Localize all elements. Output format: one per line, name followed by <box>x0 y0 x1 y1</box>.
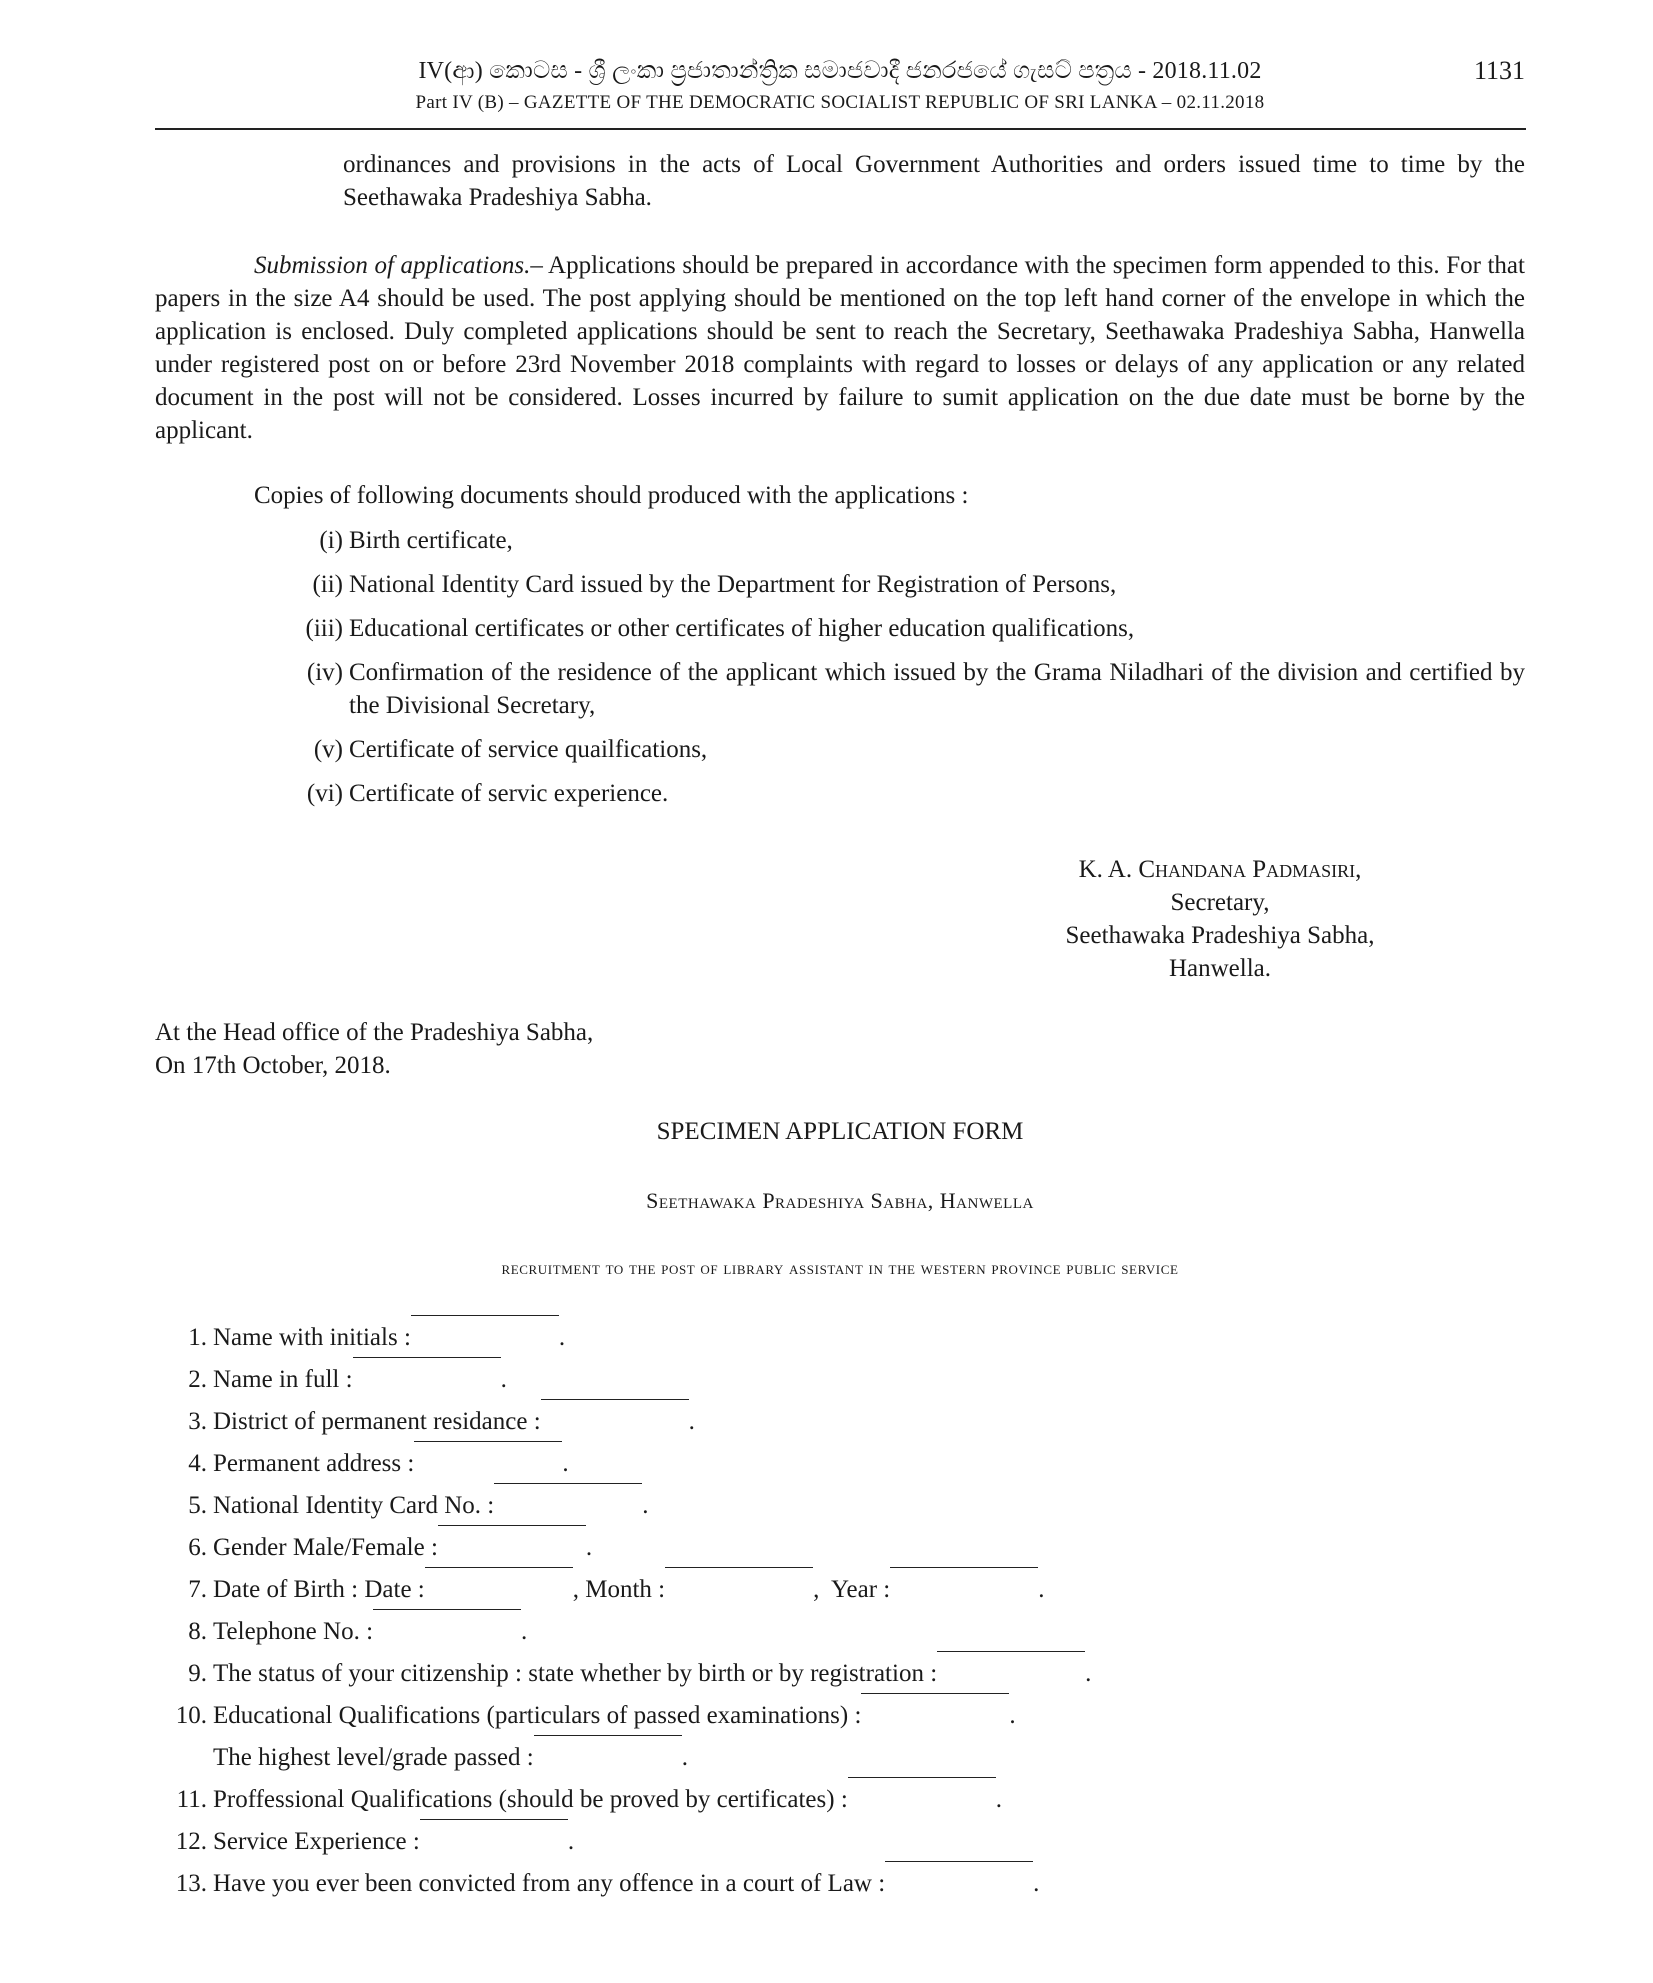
form-subtitle: Seethawaka Pradeshiya Sabha, Hanwella <box>646 1188 1034 1213</box>
field-number: 10. <box>175 1702 207 1729</box>
form-field <box>155 1653 1091 1695</box>
field-terminator: . <box>585 1534 593 1561</box>
field-terminator: . <box>995 1786 1003 1813</box>
field-label: Name in full : <box>213 1366 353 1393</box>
field-label: National Identity Card No. : <box>213 1492 495 1519</box>
field-terminator: . <box>567 1828 575 1855</box>
document-number: (v) <box>313 736 343 763</box>
form-subtitle-recruitment: recruitment to the post of library assistant in the western province public service <box>501 1258 1179 1278</box>
form-field <box>155 1695 1091 1737</box>
field-label: Telephone No. : <box>213 1618 374 1645</box>
field-blank-line <box>425 1567 573 1568</box>
field-terminator: . <box>1009 1702 1016 1729</box>
field-number <box>155 1737 213 1779</box>
field-number: 8. <box>188 1618 207 1645</box>
field-label-month: , Month : <box>572 1576 666 1603</box>
form-title: SPECIMEN APPLICATION FORM <box>656 1118 1024 1145</box>
submission-heading: Submission of applications.– <box>254 252 543 279</box>
form-field <box>155 1779 1091 1821</box>
field-blank-line <box>494 1483 642 1484</box>
submission-text: Applications should be prepared in accordance with the specimen form appended to this. For that papers in the size A4 should be used. The post applying should be mentioned on the top left hand corner of the envelope in which the application is enclosed. Duly completed applications should be sent to reach the Secretary, Seethawaka Pradeshiya Sabha, Hanwella under registered post on or before 23rd November 2018 complaints with regard to losses or delays of any application or any related document in the post will not be considered. Losses incurred by failure to sumit application on the due date must be borne by the applicant. <box>155 252 1525 444</box>
field-number: 4. <box>188 1450 207 1477</box>
field-blank-line <box>411 1315 559 1316</box>
field-number: 7. <box>188 1576 207 1603</box>
application-form <box>155 1317 1091 1905</box>
field-label: District of permanent residance : <box>213 1408 541 1435</box>
document-number: (vi) <box>306 780 343 807</box>
signatory-place: Hanwella. <box>1168 955 1272 982</box>
document-number: (iv) <box>306 659 343 686</box>
place-line: At the Head office of the Pradeshiya Sabha, <box>155 1019 594 1046</box>
field-terminator: . <box>1038 1576 1045 1603</box>
date-line: On 17th October, 2018. <box>155 1052 391 1079</box>
document-number: (ii) <box>312 571 343 598</box>
signature-block <box>1010 853 1430 985</box>
documents-intro: Copies of following documents should produced with the applications : <box>254 482 969 509</box>
signatory-name: K. A. Chandana Padmasiri, <box>1078 856 1362 883</box>
form-field <box>155 1485 1091 1527</box>
documents-list <box>265 524 1525 821</box>
field-blank-line <box>848 1777 996 1778</box>
continuation-paragraph: ordinances and provisions in the acts of Local Government Authorities and orders issued time to time by the Seethawaka Pradeshiya Sabha. <box>343 151 1525 211</box>
form-field <box>155 1401 1091 1443</box>
document-text: Birth certificate, <box>349 527 513 554</box>
field-label-year: , Year : <box>813 1576 891 1603</box>
field-label: The highest level/grade passed : <box>213 1744 534 1771</box>
form-field <box>155 1821 1091 1863</box>
field-terminator: . <box>500 1366 507 1393</box>
form-field <box>155 1863 1091 1905</box>
document-item <box>265 733 1525 766</box>
form-field <box>155 1359 1091 1401</box>
page-number: 1131 <box>1473 56 1525 85</box>
field-blank-line <box>885 1861 1033 1862</box>
field-terminator: . <box>558 1324 566 1351</box>
field-number: 9. <box>188 1660 207 1687</box>
field-number: 12. <box>175 1828 207 1855</box>
field-number: 5. <box>188 1492 207 1519</box>
field-number: 6. <box>188 1534 207 1561</box>
field-label: Proffessional Qualifications (should be proved by certificates) : <box>213 1786 848 1813</box>
header-sinhala-line: IV(ආ) කොටස - ශ්‍රී ලංකා ප්‍රජාතාන්ත්‍රික සමාජවාදී ජනරජයේ ගැසට් පත්‍රය - 2018.11.02 <box>418 58 1262 84</box>
document-text: Confirmation of the residence of the applicant which issued by the Grama Niladhari of the division and certified by the Divisional Secretary, <box>349 659 1525 719</box>
field-blank-line <box>665 1567 813 1568</box>
field-number: 2. <box>188 1366 207 1393</box>
field-terminator: . <box>1085 1660 1092 1687</box>
field-terminator: . <box>688 1408 695 1435</box>
form-field <box>155 1317 1091 1359</box>
document-number: (iii) <box>305 615 343 642</box>
field-number: 1. <box>188 1324 207 1351</box>
submission-paragraph <box>155 249 1525 447</box>
signatory-office: Seethawaka Pradeshiya Sabha, <box>1065 922 1375 949</box>
form-field-date-of-birth <box>155 1569 1091 1611</box>
field-blank-line <box>438 1525 586 1526</box>
form-field <box>155 1443 1091 1485</box>
field-number: 11. <box>176 1786 207 1813</box>
field-blank-line <box>420 1819 568 1820</box>
form-field-highest-level <box>155 1737 1091 1779</box>
document-text: National Identity Card issued by the Department for Registration of Persons, <box>349 571 1117 598</box>
document-text: Certificate of servic experience. <box>349 780 669 807</box>
document-text: Educational certificates or other certificates of higher education qualifications, <box>349 615 1135 642</box>
field-blank-line <box>373 1609 521 1610</box>
document-item <box>265 777 1525 810</box>
header-english-line: Part IV (B) – GAZETTE OF THE DEMOCRATIC SOCIALIST REPUBLIC OF SRI LANKA – 02.11.2018 <box>415 92 1265 113</box>
form-field <box>155 1527 1091 1569</box>
field-label: Have you ever been convicted from any offence in a court of Law : <box>213 1870 886 1897</box>
field-label: Educational Qualifications (particulars of passed examinations) : <box>213 1702 862 1729</box>
signatory-title: Secretary, <box>1170 889 1270 916</box>
field-label: Gender Male/Female : <box>213 1534 438 1561</box>
document-text: Certificate of service quailfications, <box>349 736 708 763</box>
field-blank-line <box>890 1567 1038 1568</box>
field-label: Service Experience : <box>213 1828 420 1855</box>
field-label: Date of Birth : Date : <box>213 1576 425 1603</box>
field-label: The status of your citizenship : state whether by birth or by registration : <box>213 1660 938 1687</box>
field-number: 3. <box>188 1408 207 1435</box>
document-item <box>265 568 1525 601</box>
field-terminator: . <box>642 1492 649 1519</box>
field-blank-line <box>861 1693 1009 1694</box>
field-blank-line <box>937 1651 1085 1652</box>
field-terminator: . <box>1033 1870 1040 1897</box>
field-label: Permanent address : <box>213 1450 415 1477</box>
document-number: (i) <box>319 527 343 554</box>
document-item <box>265 612 1525 645</box>
field-blank-line <box>541 1399 689 1400</box>
place-date-block <box>155 1016 593 1082</box>
field-label: Name with initials : <box>213 1324 411 1351</box>
field-number: 13. <box>175 1870 207 1897</box>
header-rule <box>155 128 1526 130</box>
field-terminator: . <box>681 1744 688 1771</box>
field-blank-line <box>534 1735 682 1736</box>
field-blank-line <box>353 1357 501 1358</box>
field-terminator: . <box>521 1618 528 1645</box>
field-terminator: . <box>562 1450 569 1477</box>
form-field <box>155 1611 1091 1653</box>
document-item <box>265 656 1525 722</box>
field-blank-line <box>414 1441 562 1442</box>
document-item <box>265 524 1525 557</box>
